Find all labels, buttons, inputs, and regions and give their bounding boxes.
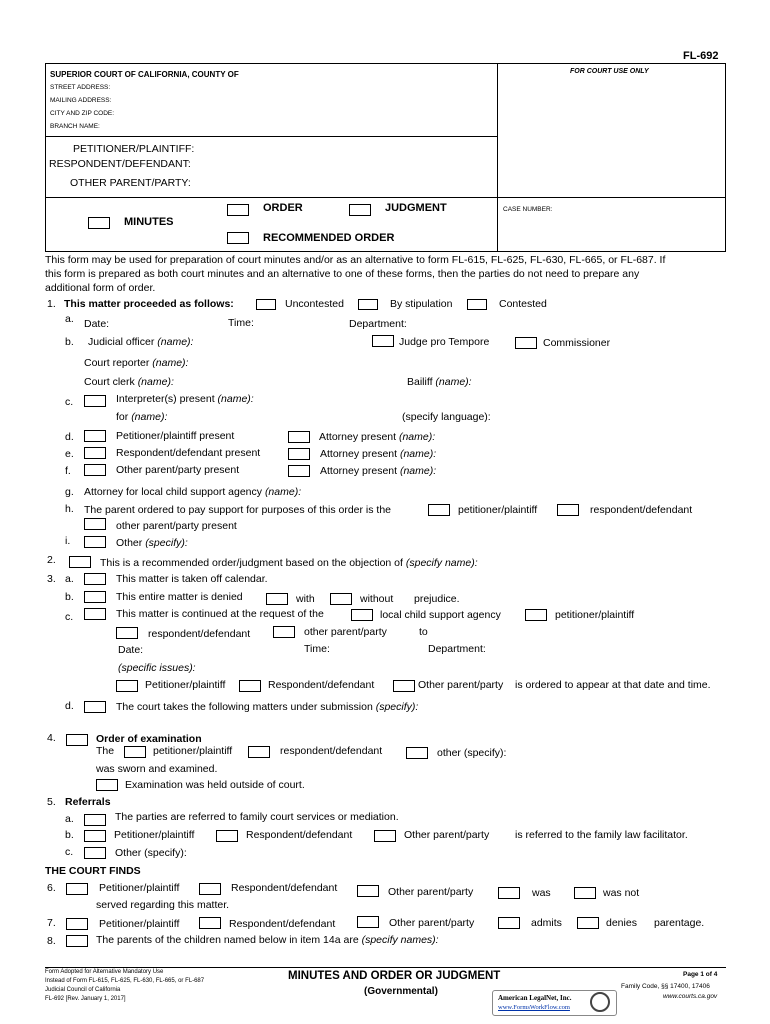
commissioner-label: Commissioner [543,337,611,349]
the-label: The [96,745,115,757]
item-number: 5. [47,796,56,808]
judgment-checkbox[interactable] [349,204,371,216]
item-letter: g. [65,486,74,498]
department-label: Department: [349,318,407,330]
parentage-other-label: Other parent/party [389,917,475,929]
referral-other-checkbox[interactable] [84,847,106,859]
form-title: MINUTES AND ORDER OR JUDGMENT [288,970,501,982]
h-petitioner-checkbox[interactable] [428,504,450,516]
court-use-label: FOR COURT USE ONLY [570,68,649,75]
with-prejudice-checkbox[interactable] [266,593,288,605]
submission-label [116,701,418,713]
name-paren: (name): [399,465,437,477]
specify-names: (specify names): [361,934,439,946]
commissioner-checkbox[interactable] [515,337,537,349]
courts-site-link[interactable]: www.courts.ca.gov [663,993,718,1000]
name-paren: (name): [217,393,254,405]
appear-respondent-checkbox[interactable] [239,680,261,692]
denied-checkbox[interactable] [84,591,106,603]
c-petitioner-checkbox[interactable] [525,609,547,621]
item-letter: c. [65,611,74,623]
item-letter: h. [65,503,74,515]
petitioner-label: PETITIONER/PLAINTIFF: [73,143,195,155]
specific-issues-label: (specific issues): [118,662,196,674]
case-number-label: CASE NUMBER: [503,206,553,213]
item-letter: a. [65,813,74,825]
item-number: 7. [47,917,56,929]
served-respondent-label: Respondent/defendant [231,882,338,894]
c-petitioner-label: petitioner/plaintiff [555,609,635,621]
interpreters-checkbox[interactable] [84,395,106,407]
mediation-checkbox[interactable] [84,814,106,826]
street-label: STREET ADDRESS: [50,84,111,91]
for-text: for [116,411,129,423]
served-other-label: Other parent/party [388,886,474,898]
item-letter: i. [65,535,71,547]
page-number: Page 1 of 4 [683,971,718,978]
name-paren: (name): [399,448,437,460]
family-code: Family Code, §§ 17400, 17406 [621,983,710,990]
attorney-present-text: Attorney present [320,465,398,477]
facilitator-petitioner-label: Petitioner/plaintiff [114,829,195,841]
c-respondent-label: respondent/defendant [148,628,251,640]
was-checkbox[interactable] [498,887,520,899]
minutes-label: MINUTES [124,216,174,228]
continued-label: This matter is continued at the request of the [116,608,324,620]
without-prejudice-checkbox[interactable] [330,593,352,605]
bailiff-label [407,376,472,388]
publisher-logo-icon [590,992,610,1012]
prejudice-label: prejudice. [414,593,460,605]
parent-ordered-label: The parent ordered to pay support for purposes of this order is the [84,504,392,516]
parents-checkbox[interactable] [66,935,88,947]
bailiff-text: Bailiff [407,376,433,388]
mailing-label: MAILING ADDRESS: [50,97,112,104]
served-label: served regarding this matter. [96,899,230,911]
submission-checkbox[interactable] [84,701,106,713]
exam-petitioner-label: petitioner/plaintiff [153,745,233,757]
appear-other-label: Other parent/party [418,679,504,691]
court-clerk-label [84,376,174,388]
submission-text: The court takes the following matters under submission [116,701,373,713]
item-number: 2. [47,554,56,566]
parents-text: The parents of the children named below in item 14a are [96,934,359,946]
footer-instead: Instead of Form FL-615, FL-625, FL-630, FL-665, or FL-687 [45,978,205,984]
stipulation-checkbox[interactable] [358,299,378,310]
attorney-present-e-label [320,448,436,460]
parentage-label: parentage. [654,917,705,929]
specify-paren: (specify): [375,701,419,713]
denies-label: denies [606,917,637,929]
served-respondent-checkbox[interactable] [199,883,221,895]
h-other-party-label: other parent/party present [116,520,237,532]
item-letter: b. [65,829,74,841]
respondent-present-checkbox[interactable] [84,447,106,459]
specify-name: (specify name): [405,557,478,569]
branch-label: BRANCH NAME: [50,123,100,130]
agency-checkbox[interactable] [351,609,373,621]
exam-other-label [437,747,506,759]
item-number: 1. [47,298,56,310]
minutes-checkbox[interactable] [88,217,110,229]
denies-checkbox[interactable] [577,917,599,929]
attorney-agency-text: Attorney for local child support agency [84,486,263,498]
appear-respondent-label: Respondent/defendant [268,679,375,691]
parentage-other-checkbox[interactable] [357,916,379,928]
attorney-present-d-label [319,431,435,443]
parentage-petitioner-label: Petitioner/plaintiff [99,918,180,930]
item-letter: e. [65,448,74,460]
name-paren: (name): [157,336,194,348]
publisher-name: American LegalNet, Inc. [498,994,572,1002]
judgment-label: JUDGMENT [385,202,447,214]
served-other-checkbox[interactable] [357,885,379,897]
recommended-order-label: RECOMMENDED ORDER [263,232,395,244]
sworn-label: was sworn and examined. [96,763,218,775]
other-specify-text: Other (specify): [115,847,187,859]
attorney-present-text: Attorney present [320,448,398,460]
uncontested-checkbox[interactable] [256,299,276,310]
item-letter: a. [65,313,74,325]
other-text: Other [116,537,143,549]
name-paren: (name): [131,411,168,423]
item-letter: b. [65,336,74,348]
court-finds-heading: THE COURT FINDS [45,865,141,877]
served-petitioner-checkbox[interactable] [66,883,88,895]
off-calendar-checkbox[interactable] [84,573,106,585]
i-other-checkbox[interactable] [84,536,106,548]
facilitator-label: is referred to the family law facilitator. [515,829,688,841]
referrals-label: Referrals [65,796,111,808]
exam-other-checkbox[interactable] [406,747,428,759]
form-id: FL-692 [683,50,719,62]
item-number: 6. [47,882,56,894]
attorney-present-f-checkbox[interactable] [288,465,310,477]
stipulation-label: By stipulation [390,298,453,310]
to-label: to [419,626,428,638]
i-other-label [116,537,188,549]
footer-council: Judicial Council of California [45,987,121,993]
court-reporter-text: Court reporter [84,357,150,369]
court-clerk-text: Court clerk [84,376,135,388]
interpreters-text: Interpreter(s) present [116,393,215,405]
interpreters-label [116,393,254,405]
other-present-label: Other parent/party present [116,464,240,476]
contested-checkbox[interactable] [467,299,487,310]
name-paren: (name): [137,376,174,388]
item-letter: b. [65,591,74,603]
judge-pro-tempore-checkbox[interactable] [372,335,394,347]
continued-checkbox[interactable] [84,608,106,620]
parents-label [96,934,439,946]
agency-label: local child support agency [380,609,501,621]
facilitator-respondent-checkbox[interactable] [216,830,238,842]
h-respondent-label: respondent/defendant [590,504,693,516]
judicial-officer-text: Judicial officer [88,336,155,348]
judge-pro-tempore-label: Judge pro Tempore [399,336,490,348]
appear-other-checkbox[interactable] [393,680,415,692]
c-date-label: Date: [118,644,144,656]
item-number: 4. [47,732,56,744]
facilitator-other-checkbox[interactable] [374,830,396,842]
c-respondent-checkbox[interactable] [116,627,138,639]
was-not-label: was not [603,887,640,899]
date-label: Date: [84,318,110,330]
publisher-link[interactable]: www.FormsWorkFlow.com [498,1004,570,1011]
item-letter: d. [65,700,74,712]
held-outside-checkbox[interactable] [96,779,118,791]
uncontested-label: Uncontested [285,298,344,310]
parentage-respondent-label: Respondent/defendant [229,918,336,930]
h-other-party-checkbox[interactable] [84,518,106,530]
facilitator-other-label: Other parent/party [404,829,490,841]
for-name-label [116,411,167,423]
c-department-label: Department: [428,643,486,655]
other-present-checkbox[interactable] [84,464,106,476]
item-number: 3. [47,573,56,585]
court-reporter-label [84,357,188,369]
facilitator-respondent-label: Respondent/defendant [246,829,353,841]
specify-language-label: (specify language): [402,411,491,423]
item-letter: d. [65,431,74,443]
mediation-label: The parties are referred to family court services or mediation. [115,811,399,823]
h-respondent-checkbox[interactable] [557,504,579,516]
c-other-party-checkbox[interactable] [273,626,295,638]
footer-adopted: Form Adopted for Alternative Mandatory Use [45,969,164,975]
item-number: 8. [47,935,56,947]
was-not-checkbox[interactable] [574,887,596,899]
intro-line-1: This form may be used for preparation of court minutes and/or as an alternative to form FL-615, FL-625, FL-630, FL-665, or FL-687. If [45,254,666,266]
order-checkbox[interactable] [227,204,249,216]
name-paren: (name): [398,431,436,443]
item-letter: a. [65,573,74,585]
attorney-agency-label [84,486,301,498]
exam-respondent-label: respondent/defendant [280,745,383,757]
parentage-respondent-checkbox[interactable] [199,917,221,929]
court-name-label: SUPERIOR COURT OF CALIFORNIA, COUNTY OF [50,70,239,79]
off-calendar-label: This matter is taken off calendar. [116,573,268,585]
admits-label: admits [531,917,562,929]
time-label: Time: [228,317,254,329]
served-petitioner-label: Petitioner/plaintiff [99,882,180,894]
item2-text: This is a recommended order/judgment based on the objection of [100,557,403,569]
with-label: with [296,593,315,605]
specify-paren: (specify): [145,537,188,549]
intro-line-3: additional form of order. [45,282,156,294]
contested-label: Contested [499,298,547,310]
form-subtitle: (Governmental) [364,986,438,997]
parentage-petitioner-checkbox[interactable] [66,918,88,930]
facilitator-petitioner-checkbox[interactable] [84,830,106,842]
c-time-label: Time: [304,643,330,655]
item-letter: c. [65,846,74,858]
exam-petitioner-checkbox[interactable] [124,746,146,758]
item1-label: This matter proceeded as follows: [64,298,234,310]
petitioner-present-checkbox[interactable] [84,430,106,442]
recommended-order-checkbox[interactable] [227,232,249,244]
item-letter: f. [65,465,71,477]
attorney-present-e-checkbox[interactable] [288,448,310,460]
c-other-party-label: other parent/party [304,626,387,638]
examination-checkbox[interactable] [66,734,88,746]
denied-label: This entire matter is denied [116,591,243,603]
judicial-officer-label [88,336,193,348]
item-letter: c. [65,396,74,408]
was-label: was [532,887,551,899]
attorney-present-f-label [320,465,436,477]
name-paren: (name): [435,376,472,388]
other-parent-label: OTHER PARENT/PARTY: [70,177,191,189]
held-outside-label: Examination was held outside of court. [125,779,305,791]
attorney-present-text: Attorney present [319,431,397,443]
footer-left [45,968,204,1004]
appear-petitioner-label: Petitioner/plaintiff [145,679,226,691]
h-petitioner-label: petitioner/plaintiff [458,504,538,516]
respondent-label: RESPONDENT/DEFENDANT: [49,158,191,170]
item2-label [100,557,478,569]
referral-other-label [115,847,187,859]
ordered-appear-label: is ordered to appear at that date and time. [515,679,711,691]
without-label: without [360,593,394,605]
appear-petitioner-checkbox[interactable] [116,680,138,692]
other-specify-text: other (specify): [437,747,507,759]
respondent-present-label: Respondent/defendant present [116,447,261,459]
name-paren: (name): [152,357,189,369]
intro-line-2: this form is prepared as both court minutes and an alternative to one of these forms, then the parties do not need to prepare any [45,268,640,280]
exam-respondent-checkbox[interactable] [248,746,270,758]
admits-checkbox[interactable] [498,917,520,929]
petitioner-present-label: Petitioner/plaintiff present [116,430,235,442]
examination-label: Order of examination [96,733,202,745]
attorney-present-d-checkbox[interactable] [288,431,310,443]
name-paren: (name): [264,486,302,498]
item2-checkbox[interactable] [69,556,91,568]
city-label: CITY AND ZIP CODE: [50,110,115,117]
footer-rev: FL-692 [Rev. January 1, 2017] [45,996,126,1002]
order-label: ORDER [263,202,303,214]
